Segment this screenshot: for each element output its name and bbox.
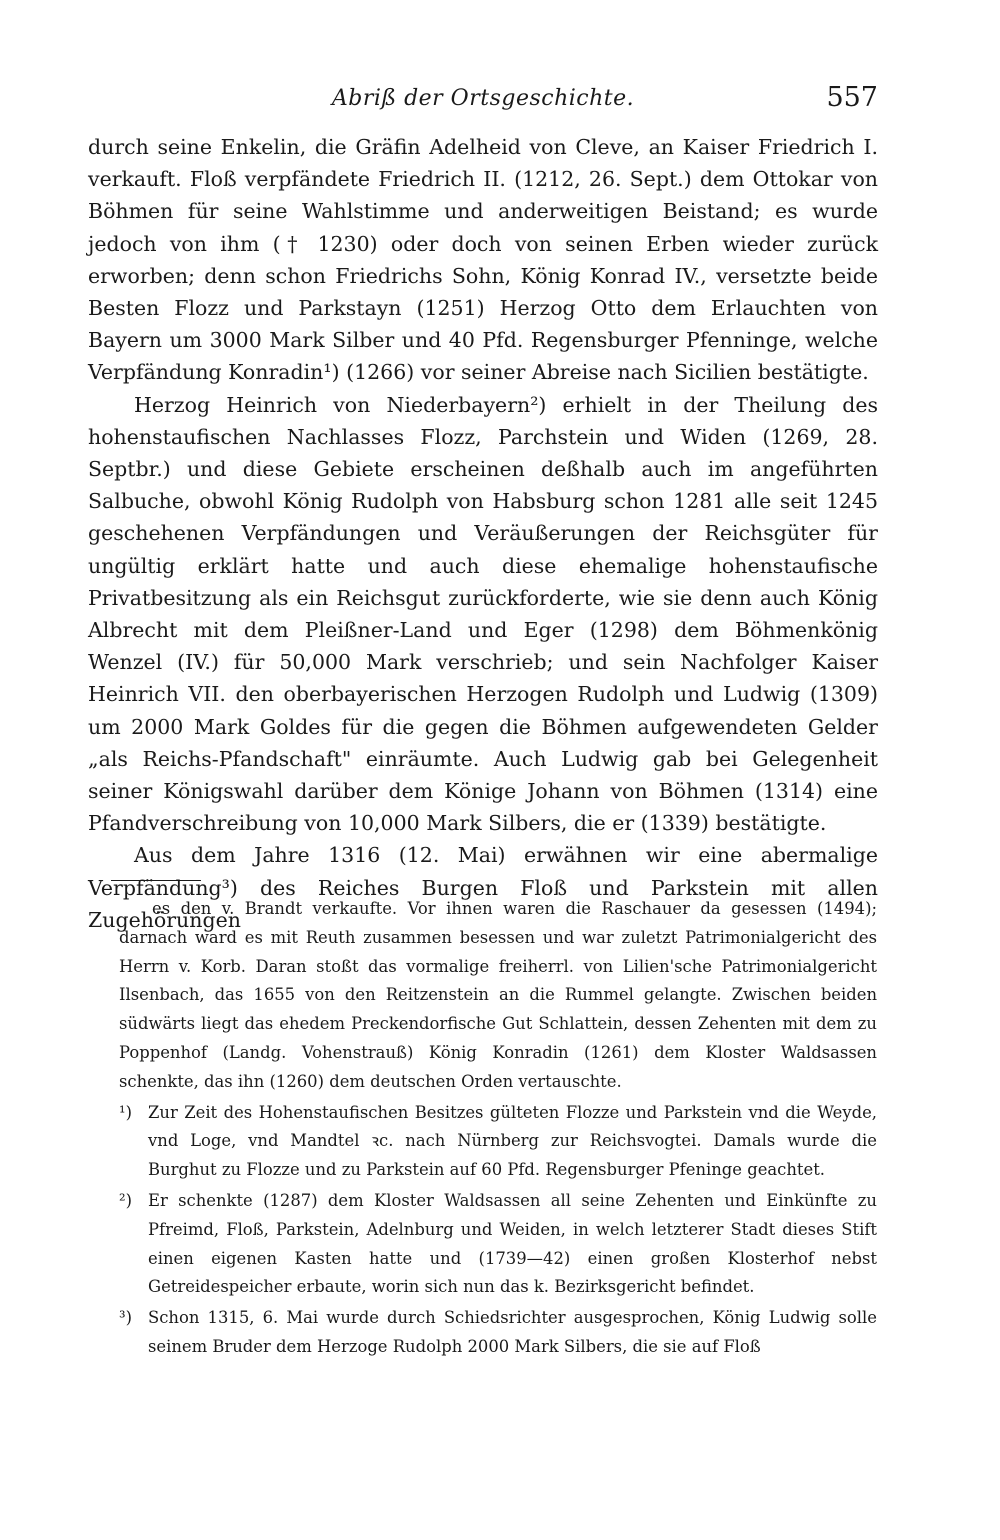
footnote-1-text: Zur Zeit des Hohenstaufischen Besitzes gülteten Flozze und Parkstein vnd die Weyde, vnd Loge, vnd Mandtel ꝛc. nach Nürnberg zur Reichsvogtei. Damals wurde die Burghut zu Flozze und zu Parkstein auf 60 Pfd. Regensburger Pfeninge geachtet. [148, 1102, 877, 1180]
footnote-2-text: Er schenkte (1287) dem Kloster Waldsassen all seine Zehenten und Einkünfte zu Pfreimd, Floß, Parkstein, Adelnburg und Weiden, in welch letzterer Stadt dieses Stift einen eigenen Kasten hatte und (1739—42) einen großen Klosterhof nebst Getreidespeicher erbaute, worin sich nun das k. Bezirksgericht befindet. [148, 1190, 877, 1297]
running-title: Abriß der Ortsgeschichte. [331, 86, 635, 111]
running-header [88, 82, 878, 120]
page-number: 557 [826, 82, 878, 113]
footnote-2 [119, 1187, 877, 1302]
footnote-3 [119, 1304, 877, 1362]
footnote-1 [119, 1099, 877, 1185]
footnotes [119, 895, 877, 1364]
paragraph-2: Herzog Heinrich von Niederbayern²) erhielt in der Theilung des hohenstaufischen Nachlasses Flozz, Parchstein und Widen (1269, 28. Septbr.) und diese Gebiete erscheinen deßhalb auch im angeführten Salbuche, obwohl König Rudolph von Habsburg schon 1281 alle seit 1245 geschehenen Verpfändungen und Veräußerungen der Reichsgüter für ungültig erklärt hatte und auch diese ehemalige hohenstaufische Privatbesitzung als ein Reichsgut zurückforderte, wie sie denn auch König Albrecht mit dem Pleißner-Land und Eger (1298) dem Böhmenkönig Wenzel (IV.) für 50,000 Mark verschrieb; und sein Nachfolger Kaiser Heinrich VII. den oberbayerischen Herzogen Rudolph und Ludwig (1309) um 2000 Mark Goldes für die gegen die Böhmen aufgewendeten Gelder „als Reichs-Pfandschaft" einräumte. Auch Ludwig gab bei Gelegenheit seiner Königswahl darüber dem Könige Johann von Böhmen (1314) eine Pfandverschreibung von 10,000 Mark Silbers, die er (1339) bestätigte. [88, 392, 878, 836]
footnote-separator [111, 880, 201, 881]
footnote-continuation: es den v. Brandt verkaufte. Vor ihnen waren die Raschauer da gesessen (1494); darnach ward es mit Reuth zusammen besessen und war zuletzt Patrimonialgericht des Herrn v. Korb. Daran stoßt das vormalige freiherrl. von Lilien'sche Patrimonialgericht Ilsenbach, das 1655 von den Reitzenstein an die Rummel gelangte. Zwischen beiden südwärts liegt das ehedem Preckendorfische Gut Schlattein, dessen Zehenten mit dem zu Poppenhof (Landg. Vohenstrauß) König Konradin (1261) dem Kloster Waldsassen schenkte, das ihn (1260) dem deutschen Orden vertauschte. [119, 899, 877, 1091]
main-text [88, 131, 878, 936]
paragraph-3: Aus dem Jahre 1316 (12. Mai) erwähnen wir eine abermalige Verpfändung³) des Reiches Burgen Floß und Parkstein mit allen Zugehörungen [88, 843, 878, 932]
footnote-1-marker: ¹) [119, 1102, 132, 1122]
footnote-3-text: Schon 1315, 6. Mai wurde durch Schiedsrichter ausgesprochen, König Ludwig solle seinem Bruder dem Herzoge Rudolph 2000 Mark Silbers, die sie auf Floß [148, 1308, 877, 1356]
footnote-3-marker: ³) [119, 1308, 132, 1328]
paragraph-1: durch seine Enkelin, die Gräfin Adelheid von Cleve, an Kaiser Friedrich I. verkauft. Floß verpfändete Friedrich II. (1212, 26. Sept.) dem Ottokar von Böhmen für seine Wahlstimme und anderweitigen Beistand; es wurde jedoch von ihm († 1230) oder doch von seinen Erben wieder zurück erworben; denn schon Friedrichs Sohn, König Konrad IV., versetzte beide Besten Flozz und Parkstayn (1251) Herzog Otto dem Erlauchten von Bayern um 3000 Mark Silber und 40 Pfd. Regensburger Pfenninge, welche Verpfändung Konradin¹) (1266) vor seiner Abreise nach Sicilien bestätigte. [88, 135, 878, 385]
footnote-2-marker: ²) [119, 1190, 132, 1210]
